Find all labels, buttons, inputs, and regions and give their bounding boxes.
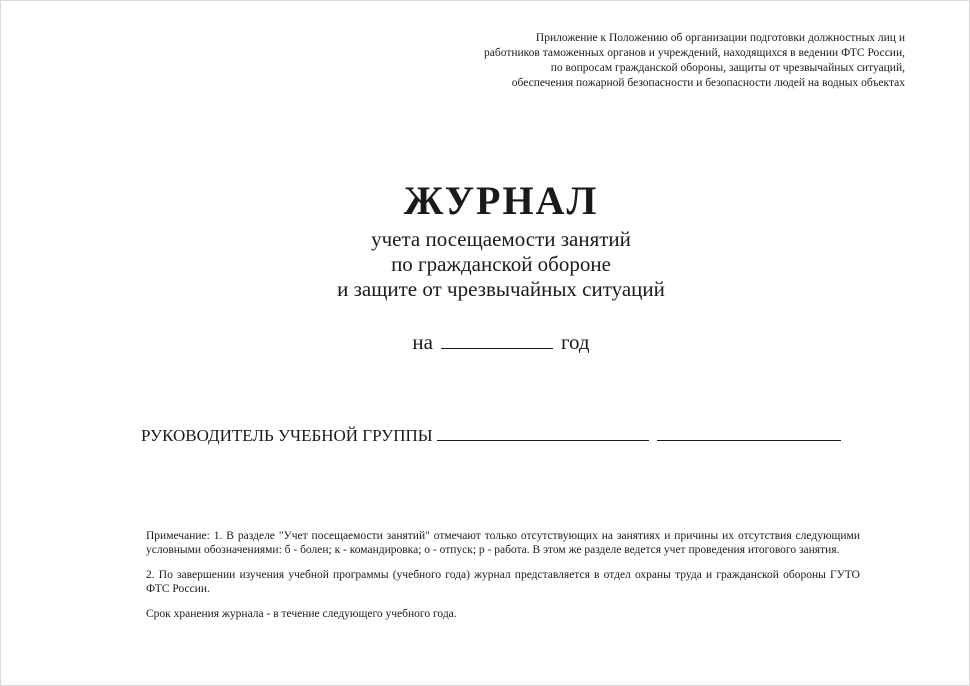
appendix-line: Приложение к Положению об организации подготовки должностных лиц и	[535, 32, 905, 44]
note-1: Примечание: 1. В разделе "Учет посещаемости занятий" отмечают только отсутствующих на занятиях и причины их отсутствия следующими условными обозначениями: б - болен; к - командировка; о - отпуск; р - работа. В этом же разделе ведется учет проведения итогового занятия.	[146, 530, 860, 556]
year-suffix: год	[560, 330, 590, 354]
year-field	[1, 328, 970, 355]
group-leader-field	[141, 422, 841, 447]
group-leader-signature-blank	[657, 422, 841, 441]
appendix-reference	[385, 31, 905, 91]
notes-section	[146, 529, 860, 632]
journal-subtitle	[1, 227, 970, 302]
subtitle-line: учета посещаемости занятий	[371, 227, 631, 251]
journal-title: ЖУРНАЛ	[403, 178, 599, 223]
subtitle-line: по гражданской обороне	[391, 252, 611, 276]
year-prefix: на	[412, 330, 433, 354]
note-2: 2. По завершении изучения учебной программы (учебного года) журнал представляется в отдел охраны труда и гражданской обороны ГУТО ФТС России.	[146, 569, 860, 595]
year-blank	[441, 328, 553, 349]
note-3: Срок хранения журнала - в течение следующего учебного года.	[146, 608, 457, 620]
appendix-line: обеспечения пожарной безопасности и безопасности людей на водных объектах	[511, 77, 905, 89]
subtitle-line: и защите от чрезвычайных ситуаций	[337, 277, 665, 301]
appendix-line: по вопросам гражданской обороны, защиты от чрезвычайных ситуаций,	[550, 62, 905, 74]
appendix-line: работников таможенных органов и учреждений, находящихся в ведении ФТС России,	[484, 47, 905, 59]
group-leader-blank	[437, 422, 649, 441]
group-leader-label: РУКОВОДИТЕЛЬ УЧЕБНОЙ ГРУППЫ	[141, 426, 433, 445]
